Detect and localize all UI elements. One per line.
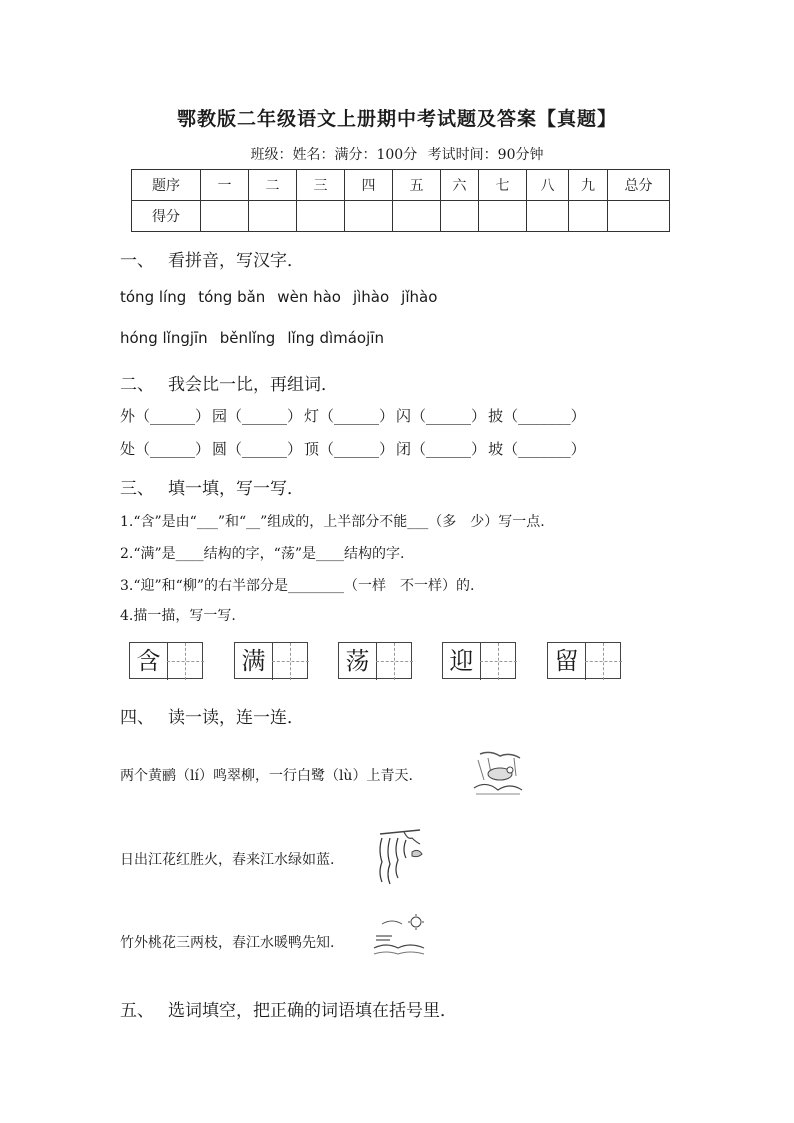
score-cell[interactable] [297,201,345,232]
poem-line-2: 日出江花红胜火，春来江水绿如蓝. [120,852,335,868]
section-4-heading [120,703,304,728]
word-blank[interactable]: 处（______） [120,440,211,458]
section-2-heading [120,370,338,395]
section-1-heading [120,246,304,271]
pinyin-line-1 [120,288,449,306]
compare-row-2 [120,438,588,459]
score-cell[interactable] [527,201,569,232]
score-cell[interactable] [441,201,479,232]
word-blank[interactable]: 园（______） [212,407,303,425]
section-title: 看拼音，写汉字． [168,251,304,271]
exam-info [0,144,794,164]
question-2: 2.“满”是____结构的字，“荡”是____结构的字. [120,546,405,562]
word-blank[interactable]: 顶（______） [304,440,395,458]
question-3: 3.“迎”和“柳”的右半部分是________（一样 不一样）的. [120,578,475,594]
river-sun-illustration[interactable] [372,914,426,962]
question-4: 4.描一描，写一写. [120,608,236,624]
word-blank[interactable]: 灯（______） [304,407,395,425]
table-cell: 九 [569,170,608,201]
word-blank[interactable]: 外（______） [120,407,211,425]
score-cell[interactable] [201,201,249,232]
poem-line-1: 两个黄鹂（lí）鸣翠柳，一行白鹭（lù）上青天. [120,768,413,784]
exam-time: 考试时间：90分钟 [427,147,544,163]
poem-line-3: 竹外桃花三两枝，春江水暖鸭先知. [120,935,335,951]
score-cell[interactable] [569,201,608,232]
pinyin-item: tóng bǎn [198,288,266,306]
table-cell: 八 [527,170,569,201]
score-cell[interactable] [249,201,297,232]
trace-char: 荡 [345,647,370,675]
word-blank[interactable]: 披（_______） [488,407,586,425]
section-number: 四、 [120,708,154,728]
trace-char: 满 [241,647,266,675]
pinyin-item: tóng líng [120,288,187,306]
table-cell: 一 [201,170,249,201]
section-3-heading [120,474,304,499]
score-cell[interactable] [608,201,670,232]
page-title: 鄂教版二年级语文上册期中考试题及答案【真题】 [176,108,617,130]
section-number: 二、 [120,375,154,395]
question-1: 1.“含”是由“___”和“__”组成的，上半部分不能___（多 少）写一点. [120,514,545,530]
section-title: 我会比一比，再组词． [168,375,338,395]
trace-char: 含 [136,647,161,675]
char-box[interactable] [338,642,412,679]
section-5-heading [120,996,457,1021]
table-cell: 三 [297,170,345,201]
table-cell: 总分 [608,170,670,201]
willow-tree-illustration[interactable] [372,828,426,886]
birds-willow-illustration[interactable] [470,750,526,800]
section-title: 选词填空，把正确的词语填在括号里． [168,1001,457,1021]
word-blank[interactable]: 圆（______） [212,440,303,458]
table-cell: 得分 [132,201,201,232]
pinyin-item: běnlǐng [219,329,276,347]
pinyin-item: lǐng dìmáojīn [287,329,384,347]
section-number: 三、 [120,479,154,499]
score-table [131,169,670,232]
char-box[interactable] [442,642,516,679]
section-number: 一、 [120,251,154,271]
word-blank[interactable]: 闭（______） [396,440,487,458]
pinyin-item: hóng lǐngjīn [120,329,208,347]
table-cell: 四 [345,170,393,201]
table-cell: 二 [249,170,297,201]
score-table-row [132,201,670,232]
trace-char: 留 [554,647,579,675]
word-blank[interactable]: 坡（_______） [488,440,586,458]
section-number: 五、 [120,1001,154,1021]
word-blank[interactable]: 闪（______） [396,407,487,425]
pinyin-line-2 [120,329,396,347]
section-title: 读一读，连一连． [168,708,304,728]
char-box[interactable] [547,642,621,679]
pinyin-item: jìhào [352,288,390,306]
trace-char: 迎 [449,647,474,675]
class-name-score: 班级：姓名：满分：100分 [250,147,418,163]
pinyin-item: wèn hào [277,288,341,306]
score-cell[interactable] [393,201,441,232]
score-cell[interactable] [345,201,393,232]
table-cell: 题序 [132,170,201,201]
score-table-header [132,170,670,201]
compare-row-1 [120,405,588,426]
pinyin-item: jǐhào [401,288,438,306]
table-cell: 六 [441,170,479,201]
section-title: 填一填，写一写． [168,479,304,499]
table-cell: 七 [479,170,527,201]
table-cell: 五 [393,170,441,201]
score-cell[interactable] [479,201,527,232]
char-box[interactable] [129,642,203,679]
char-box[interactable] [234,642,308,679]
